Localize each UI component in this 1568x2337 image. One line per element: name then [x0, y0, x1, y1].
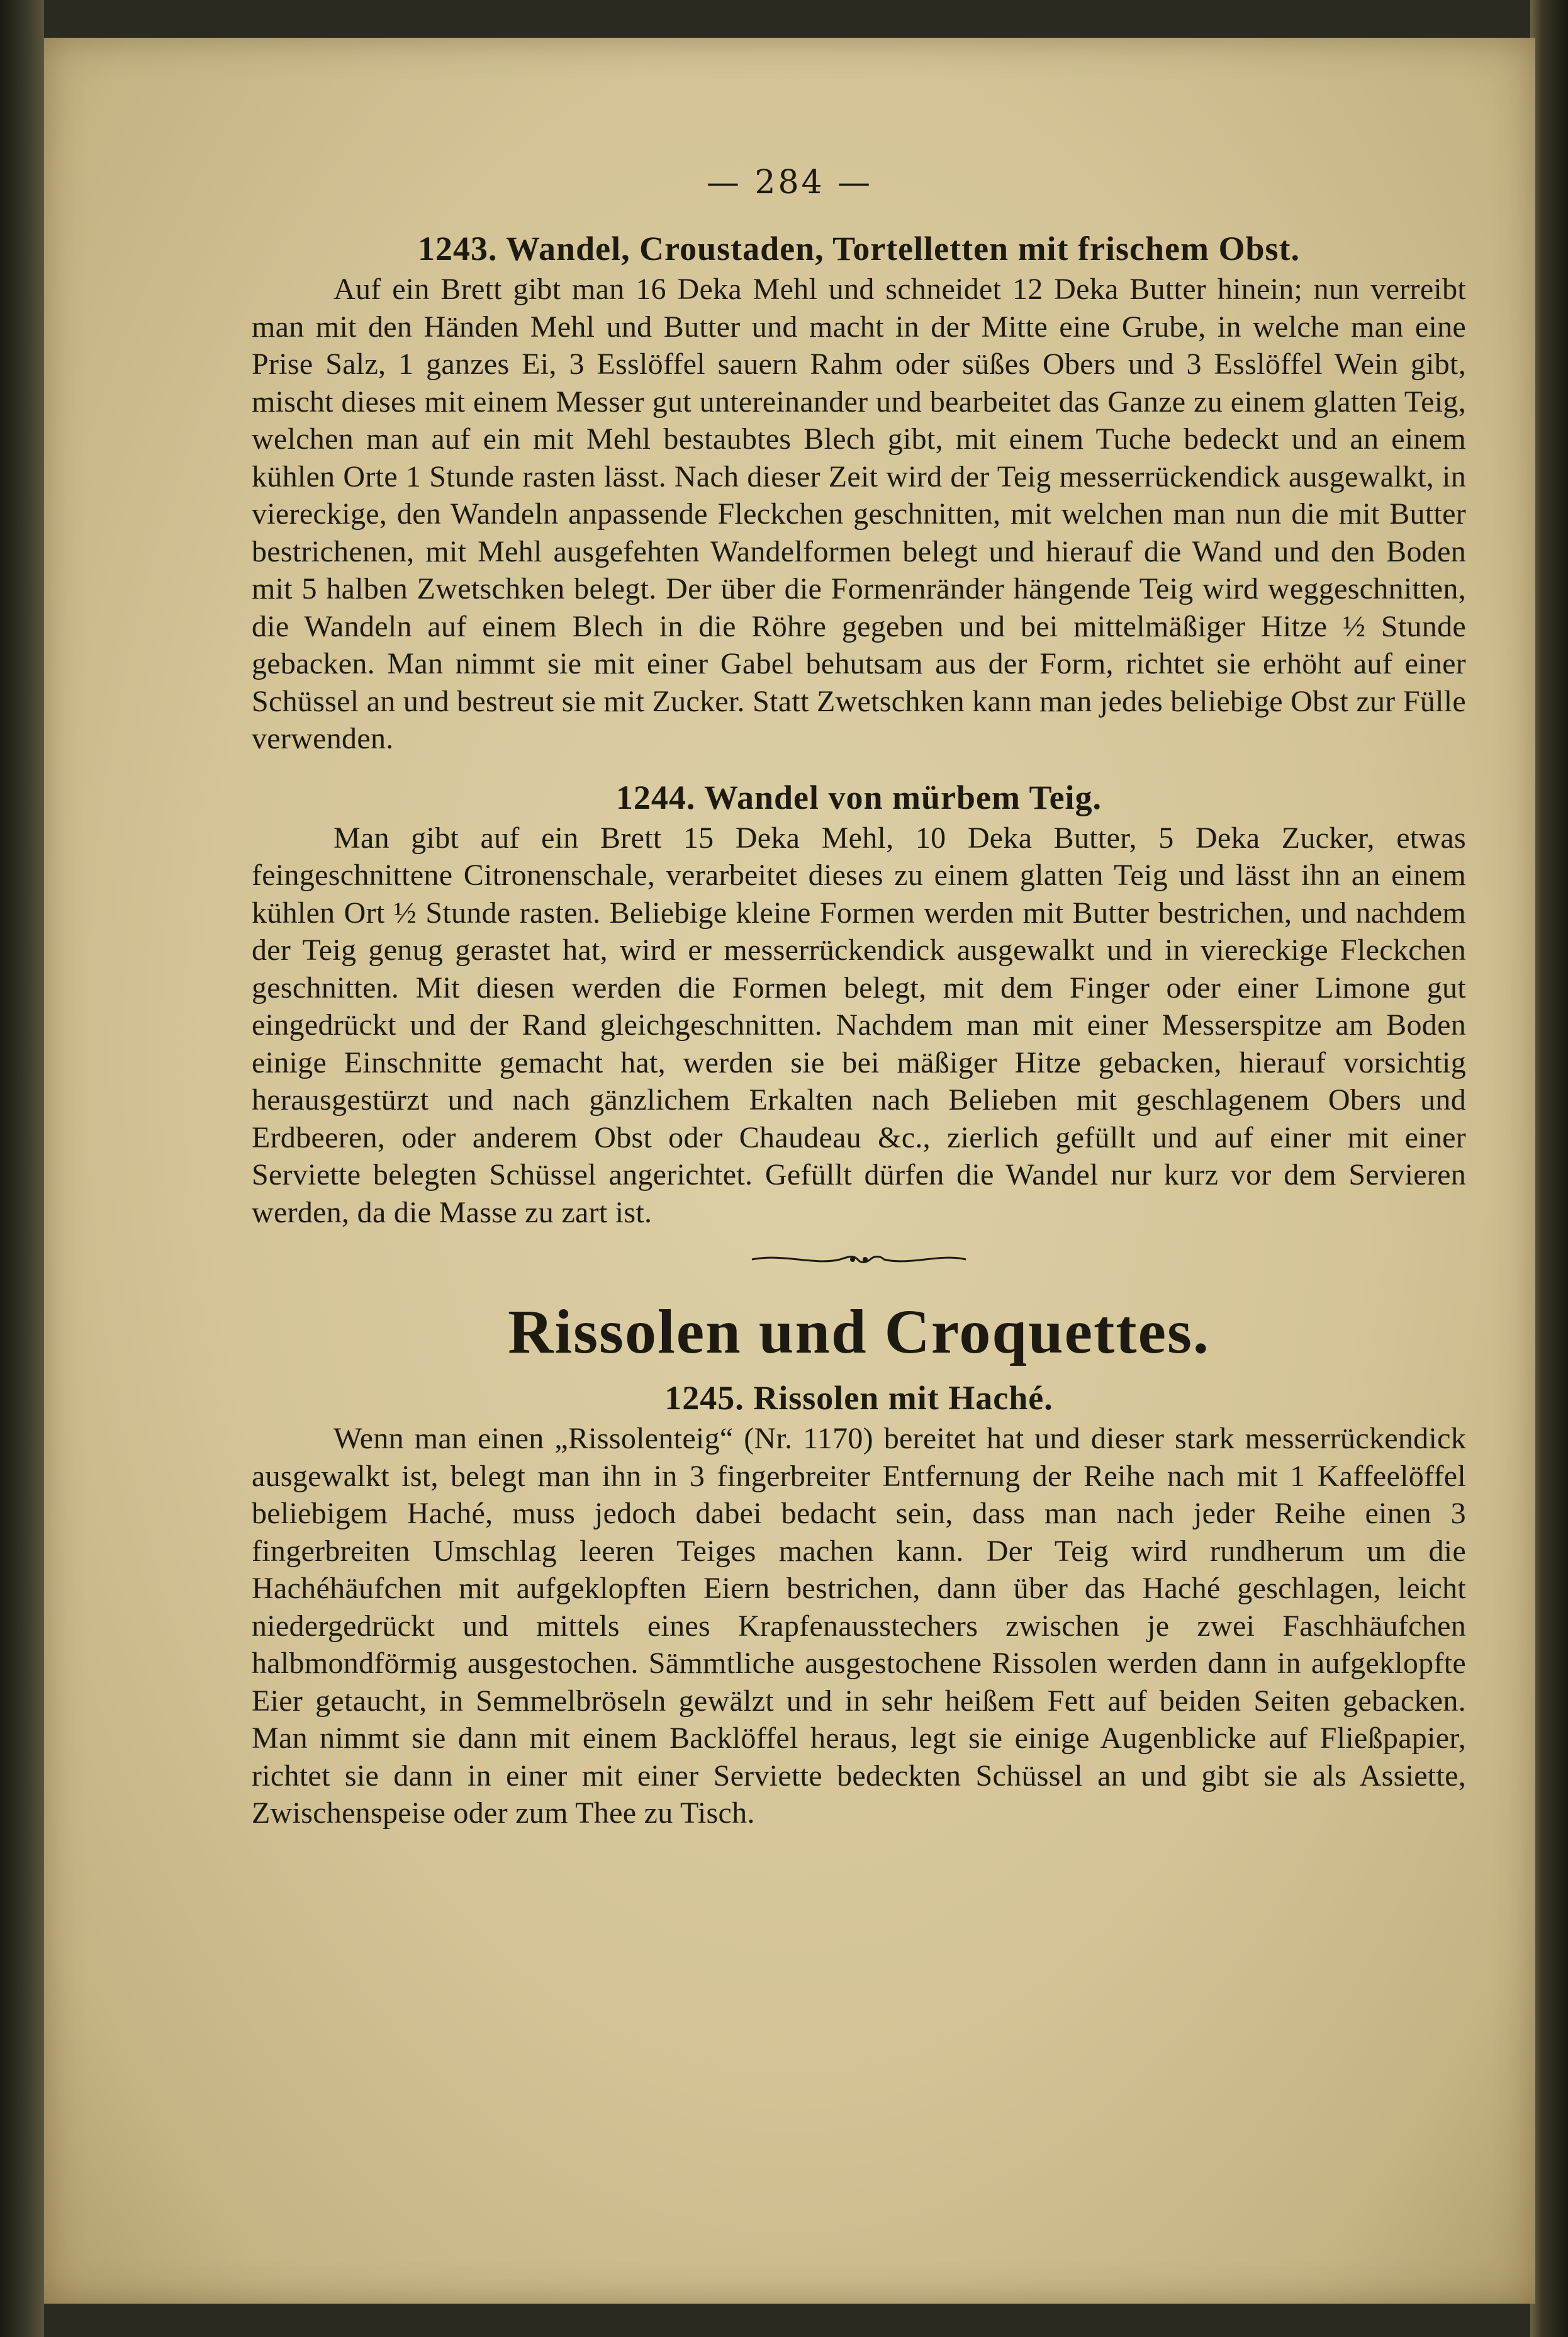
recipe-text: Auf ein Brett gibt man 16 Deka Mehl und schneidet 12 Deka Butter hinein; nun verreibt man mit den Händen Mehl und Butter und macht in der Mitte eine Grube, in welche man eine Prise Salz, 1 ganzes Ei, 3 Esslöffel sauern Rahm oder süßes Obers und 3 Esslöffel Wein gibt, mischt dieses mit einem Messer gut untereinander und bearbeitet das Ganze zu einem glatten Teig, welchen man auf ein mit Mehl bestaubtes Blech gibt, mit einem Tuche bedeckt und an einem kühlen Orte 1 Stunde rasten lässt. Nach dieser Zeit wird der Teig messerrückendick ausgewalkt, in viereckige, den Wandeln anpassende Fleckchen geschnitten, mit welchen man nun die mit Butter bestrichenen, mit Mehl ausgefehten Wandelformen belegt und hierauf die Wand und den Boden mit 5 halben Zwetschken belegt. Der über die Formenränder hängende Teig wird weggeschnitten, die Wandeln auf einem Blech in die Röhre gegeben und bei mittelmäßiger Hitze ½ Stunde gebacken. Man nimmt sie mit einer Gabel behutsam aus der Form, richtet sie erhöht auf einer Schüssel an und bestreut sie mit Zucker. Statt Zwetschken kann man jedes beliebige Obst zur Fülle verwenden.: [252, 273, 1466, 755]
recipe-1245: [252, 1376, 1466, 1832]
page-number: — 284 —: [706, 164, 873, 201]
ornament-flourish-icon: [746, 1250, 972, 1269]
recipe-text: Man gibt auf ein Brett 15 Deka Mehl, 10 Deka Butter, 5 Deka Zucker, etwas feingeschnittene Citronenschale, verarbeitet dieses zu einem glatten Teig und lässt ihn an einem kühlen Ort ½ Stunde rasten. Beliebige kleine Formen werden mit Butter bestrichen, und nachdem der Teig genug gerastet hat, wird er messerrückendick ausgewalkt und in viereckige Fleckchen geschnitten. Mit diesen werden die Formen belegt, mit dem Finger oder einer Limone gut eingedrückt und der Rand gleichgeschnitten. Nachdem man mit einer Messerspitze am Boden einige Einschnitte gemacht hat, werden sie bei mäßiger Hitze gebacken, hierauf vorsichtig herausgestürzt und nach gänzlichem Erkalten nach Belieben mit geschlagenem Obers und Erdbeeren, oder anderem Obst oder Chaudeau &c., zierlich gefüllt und auf einer mit einer Serviette belegten Schüssel angerichtet. Gefüllt dürfen die Wandel nur kurz vor dem Servieren werden, da die Masse zu zart ist.: [252, 821, 1466, 1229]
recipe-title: 1245. Rissolen mit Haché.: [664, 1379, 1053, 1417]
recipe-1243: [252, 227, 1466, 758]
recipe-title: 1243. Wandel, Croustaden, Tortelletten mit frischem Obst.: [418, 230, 1300, 267]
chapter-title: Rissolen und Croquettes.: [508, 1297, 1210, 1366]
recipe-title: 1244. Wandel von mürbem Teig.: [615, 778, 1102, 816]
divider-ornament: [252, 1231, 1466, 1288]
page-edge-shadow: [1530, 0, 1568, 2337]
page-content: [252, 227, 1466, 1832]
book-page: [44, 38, 1535, 2304]
recipe-1244: [252, 775, 1466, 1232]
book-binding-shadow: [0, 0, 44, 2337]
recipe-text: Wenn man einen „Rissolenteig“ (Nr. 1170) bereitet hat und dieser stark messerrückendick ausgewalkt ist, belegt man ihn in 3 fingerbreiter Entfernung der Reihe nach mit 1 Kaffeelöffel beliebigem Haché, muss jedoch dabei bedacht sein, dass man nach jeder Reihe einen 3 fingerbreiten Umschlag leeren Teiges machen kann. Der Teig wird rundherum um die Hachéhäufchen mit aufgeklopften Eiern bestrichen, dann über das Haché geschlagen, leicht niedergedrückt und mittels eines Krapfenausstechers zwischen je zwei Faschhäufchen halbmondförmig ausgestochen. Sämmtliche ausgestochene Rissolen werden dann in aufgeklopfte Eier getaucht, in Semmelbröseln gewälzt und in sehr heißem Fett auf beiden Seiten gebacken. Man nimmt sie dann mit einem Backlöffel heraus, legt sie einige Augenblicke auf Fließpapier, richtet sie dann in einer mit einer Serviette bedeckten Schüssel an und gibt sie als Assiette, Zwischenspeise oder zum Thee zu Tisch.: [252, 1422, 1466, 1830]
